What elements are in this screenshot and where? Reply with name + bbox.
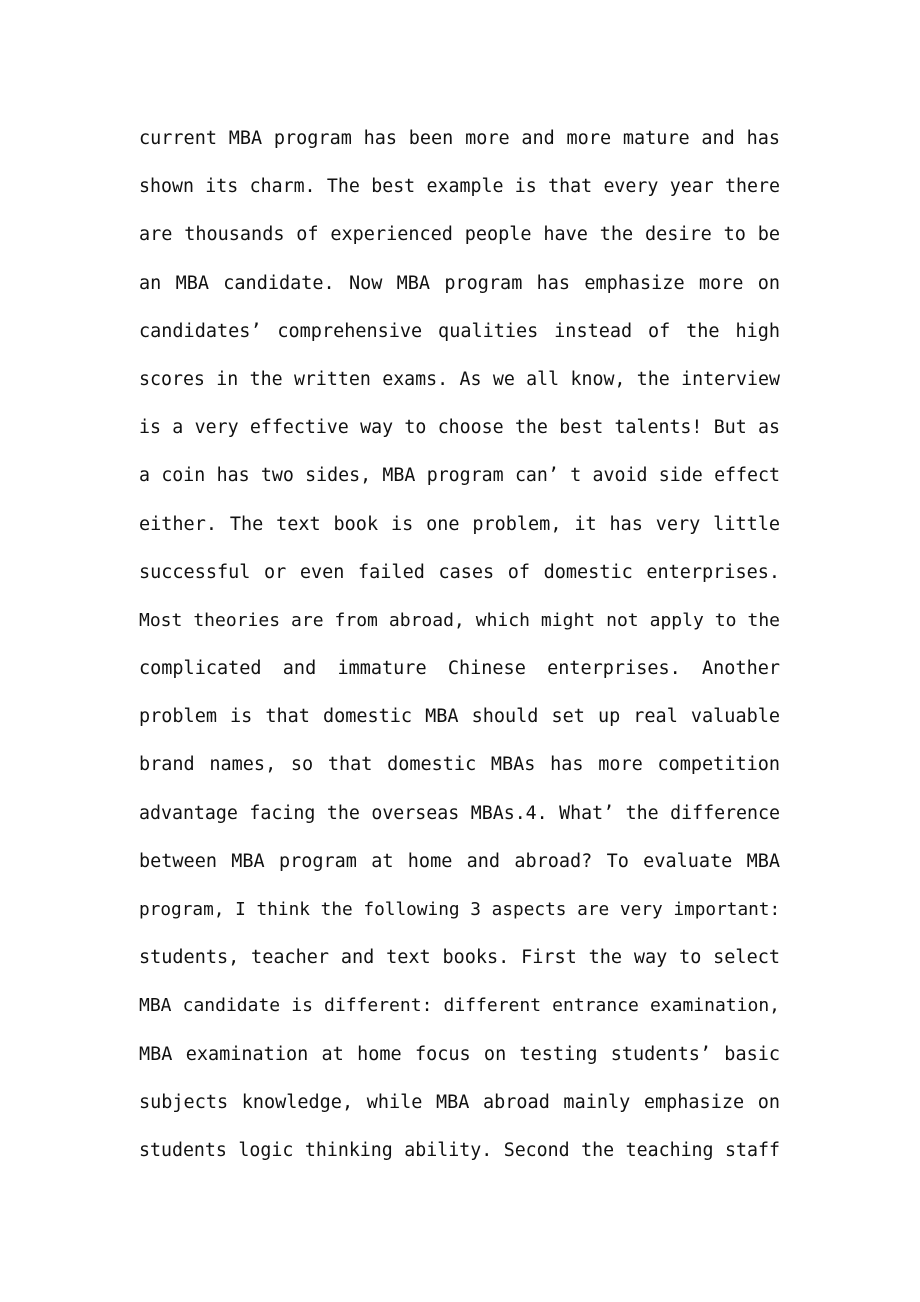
text-line: MBA candidate is different: different entrance examination, (139, 995, 780, 1017)
text-line: MBA examination at home focus on testing students’ basic (139, 1043, 780, 1065)
text-line: are thousands of experienced people have the desire to be (139, 224, 780, 246)
text-line: is a very effective way to choose the best talents! But as (139, 417, 780, 439)
text-line: students logic thinking ability. Second the teaching staff (139, 1139, 780, 1161)
text-line: complicated and immature Chinese enterprises. Another (139, 658, 780, 680)
text-line: subjects knowledge, while MBA abroad mainly emphasize on (139, 1091, 780, 1113)
text-line: advantage facing the overseas MBAs.4. What’ the difference (139, 802, 780, 824)
text-line: students, teacher and text books. First the way to select (139, 947, 780, 969)
text-line: program, I think the following 3 aspects are very important: (139, 900, 781, 920)
text-line: a coin has two sides, MBA program can’ t avoid side effect (139, 465, 780, 487)
text-line: scores in the written exams. As we all know, the interview (139, 368, 780, 390)
body-text (139, 115, 780, 1175)
text-line: successful or even failed cases of domestic enterprises. (139, 561, 780, 583)
text-line: either. The text book is one problem, it has very little (139, 513, 780, 535)
text-line: an MBA candidate. Now MBA program has emphasize more on (139, 272, 780, 294)
text-line: shown its charm. The best example is that every year there (139, 176, 780, 198)
text-line: problem is that domestic MBA should set up real valuable (139, 706, 780, 728)
text-line: Most theories are from abroad, which might not apply to the (139, 609, 780, 631)
text-line: brand names, so that domestic MBAs has more competition (139, 754, 780, 776)
text-line: candidates’ comprehensive qualities instead of the high (139, 320, 780, 342)
text-line: current MBA program has been more and more mature and has (139, 128, 780, 149)
text-line: between MBA program at home and abroad? To evaluate MBA (139, 850, 780, 872)
